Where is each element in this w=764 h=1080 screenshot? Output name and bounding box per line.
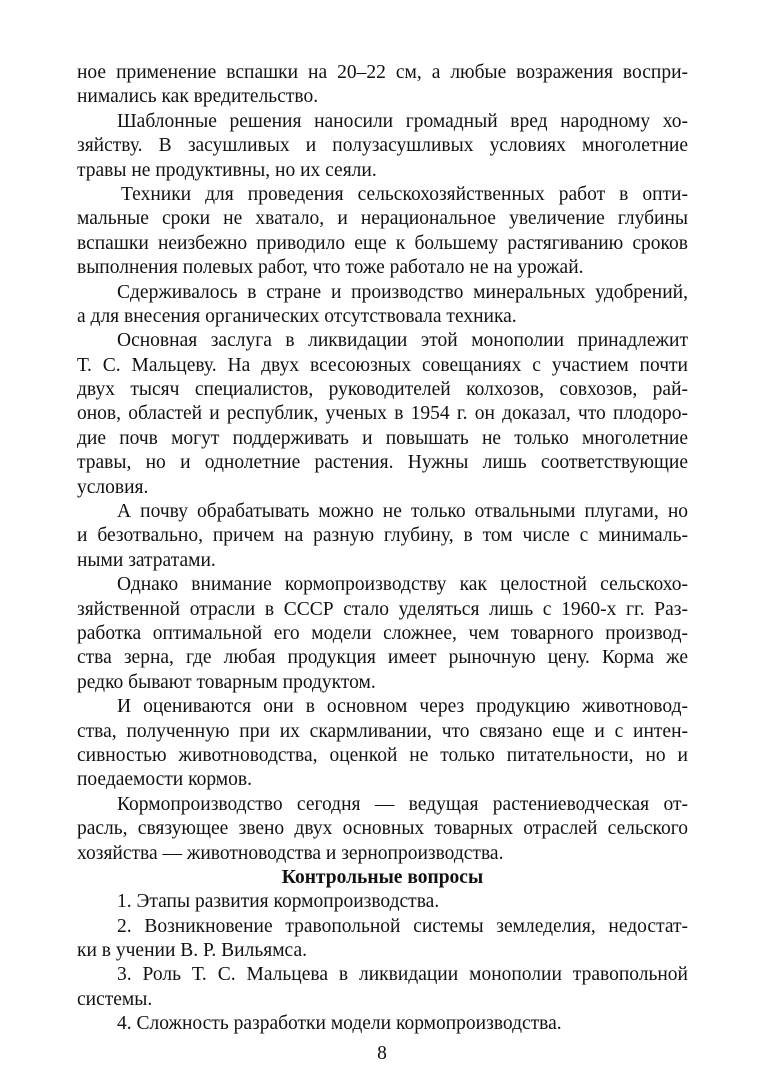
text-line: а для внесения органических отсутствовала техника. [77, 305, 517, 327]
text-line: системы. [77, 988, 153, 1010]
text-line: 2. Возникновение травопольной системы земледелия, недостат- [117, 915, 688, 937]
text-line: зяйственной отрасли в СССР стало уделяться лишь с 1960-х гг. Раз- [77, 598, 688, 620]
text-line: травы не продуктивны, но их сеяли. [77, 159, 377, 181]
text-line: онов, областей и республик, ученых в 1954 г. он доказал, что плодоро- [77, 403, 688, 425]
text-line: ства, полученную при их скармливании, что связано еще и с интен- [77, 720, 688, 742]
text-line: Кормопроизводство сегодня — ведущая растениеводческая от- [117, 793, 688, 815]
text-line: работка оптимальной его модели сложнее, чем товарного производ- [77, 622, 688, 644]
text-line: дие почв могут поддерживать и повышать не только многолетние [77, 427, 688, 449]
text-line: ное применение вспашки на 20–22 см, а любые возражения воспри- [77, 62, 688, 83]
text-line: Основная заслуга в ликвидации этой монополии принадлежит [117, 330, 688, 352]
body-text [77, 61, 688, 1037]
question-3 [77, 963, 688, 1012]
paragraph-3 [77, 183, 688, 281]
paragraph-2 [77, 110, 688, 183]
question-1 [77, 890, 688, 914]
paragraph-1 [77, 61, 688, 110]
text-line: ки в учении В. Р. Вильямса. [77, 940, 307, 962]
paragraph-7 [77, 573, 688, 695]
text-line: А почву обрабатывать можно не только отвальными плугами, но [117, 501, 688, 523]
paragraph-5 [77, 329, 688, 500]
text-line: двух тысяч специалистов, руководителей колхозов, совхозов, рай- [77, 379, 688, 401]
text-line: поедаемости кормов. [77, 769, 252, 791]
text-line: Шаблонные решения наносили громадный вред народному хо- [117, 110, 688, 132]
text-line: Т. С. Мальцеву. На двух всесоюзных совещаниях с участием почти [77, 354, 688, 376]
text-line: Однако внимание кормопроизводству как целостной сельскохо- [117, 574, 688, 596]
paragraph-9 [77, 793, 688, 866]
text-line: нимались как вредительство. [77, 86, 319, 108]
text-line: и безотвально, причем на разную глубину, в том числе с минималь- [77, 525, 688, 547]
text-line: мальные сроки не хватало, и нерациональное увеличение глубины [77, 208, 688, 230]
paragraph-6 [77, 500, 688, 573]
text-line: 3. Роль Т. С. Мальцева в ликвидации монополии травопольной [117, 964, 688, 986]
text-line: И оцениваются они в основном через продукцию животновод- [117, 696, 688, 718]
text-line: 1. Этапы развития кормопроизводства. [117, 891, 440, 913]
page-number: 8 [377, 1043, 387, 1064]
text-line: вспашки неизбежно приводило еще к большему растягиванию сроков [77, 232, 688, 254]
paragraph-4 [77, 281, 688, 330]
text-line: зяйству. В засушливых и полузасушливых условиях многолетние [77, 135, 688, 157]
text-line: Сдерживалось в стране и производство минеральных удобрений, [117, 281, 688, 303]
paragraph-8 [77, 695, 688, 793]
text-line: ства зерна, где любая продукция имеет рыночную цену. Корма же [77, 647, 688, 669]
question-2 [77, 915, 688, 964]
text-line: травы, но и однолетние растения. Нужны лишь соответствующие [77, 452, 688, 474]
text-line: сивностью животноводства, оценкой не только питательности, но и [77, 744, 688, 766]
text-line: ными затратами. [77, 549, 216, 571]
question-4 [77, 1012, 688, 1036]
text-line: условия. [77, 476, 149, 498]
text-line: Техники для проведения сельскохозяйственных работ в опти- [121, 183, 688, 205]
text-line: хозяйства — животноводства и зернопроизводства. [77, 842, 504, 864]
text-line: 4. Сложность разработки модели кормопроизводства. [117, 1013, 562, 1035]
text-line: редко бывают товарным продуктом. [77, 671, 376, 693]
text-line: расль, связующее звено двух основных товарных отраслей сельского [77, 818, 688, 840]
section-heading: Контрольные вопросы [281, 866, 484, 888]
text-line: выполнения полевых работ, что тоже работало не на урожай. [77, 257, 584, 279]
